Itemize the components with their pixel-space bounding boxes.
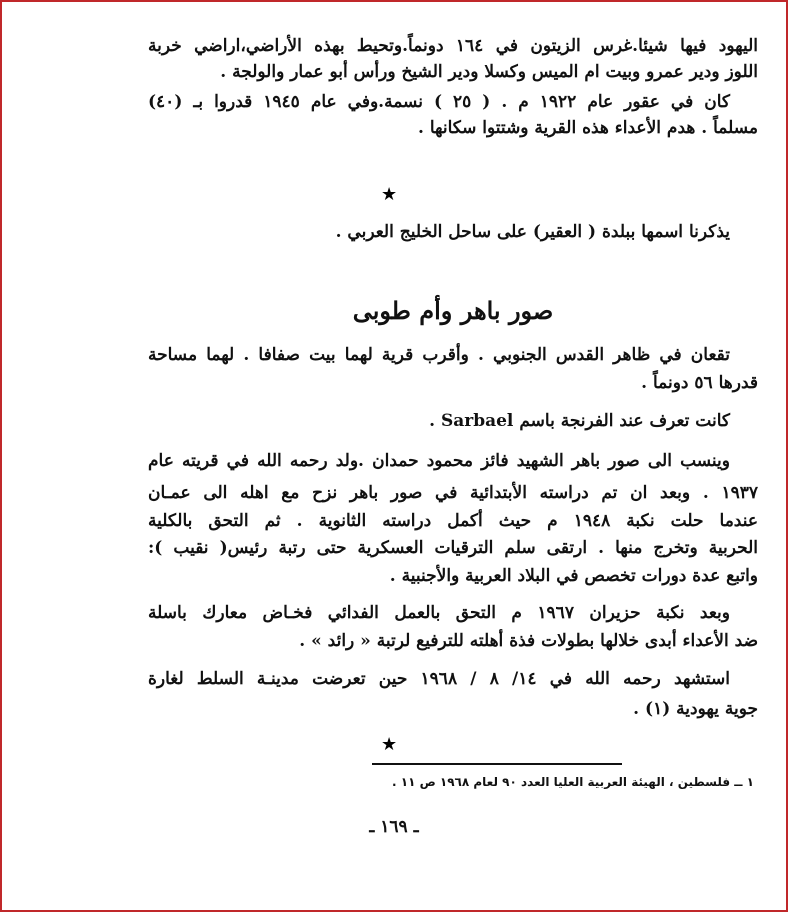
section-heading: صور باهر وأم طوبى [352, 296, 554, 325]
star-separator-icon: ★ [381, 734, 398, 755]
text-line: قدرها ٥٦ دونماً . [641, 373, 758, 393]
text-line: جوية يهودية (١) . [633, 699, 758, 719]
text-line: اليهود فيها شيئا.غرس الزيتون في ١٦٤ دونماً.وتحيط بهذه الأراضي،اراضي خربة [148, 36, 758, 56]
text-line: ضد الأعداء أبدى خلالها بطولات فذة أهلته للترفيع لرتبة « رائد » . [299, 631, 758, 651]
text-line: ١٩٣٧ . وبعد ان تم دراسته الأبتدائية في صور باهر نزح مع اهله الى عمـان [148, 483, 758, 503]
text-line: كان في عقور عام ١٩٢٢ م . ( ٢٥ ) نسمة.وفي عام ١٩٤٥ قدروا بـ (٤٠) [148, 92, 730, 112]
star-separator-icon: ★ [381, 184, 398, 205]
text-line: وينسب الى صور باهر الشهيد فائز محمود حمدان .ولد رحمه الله في قريته عام [148, 451, 730, 471]
text-line: الحربية وتخرج منها . ارتقى سلم الترقيات العسكرية حتى رتبة رئيس( نقيب ): [148, 538, 758, 558]
text-line: تقعان في ظاهر القدس الجنوبي . وأقرب قرية لهما بيت صفافا . لهما مساحة [148, 345, 730, 365]
text-line: كانت تعرف عند الفرنجة باسم Sarbael . [429, 411, 730, 431]
footnote-rule [372, 763, 622, 765]
text-line: واتبع عدة دورات تخصص في البلاد العربية والأجنبية . [389, 566, 758, 586]
text-line: عندما حلت نكبة ١٩٤٨ م حيث أكمل دراسته الثانوية . ثم التحق بالكلية [148, 511, 758, 531]
footnote: ١ ــ فلسطين ، الهيئة العربية العليا العدد ٩٠ لعام ١٩٦٨ ص ١١ . [392, 775, 754, 789]
text-line: اللوز ودير عمرو وبيت ام الميس وكسلا ودير الشيخ ورأس أبو عمار والولجة . [220, 62, 758, 82]
text-line: مسلماً . هدم الأعداء هذه القرية وشتتوا سكانها . [417, 118, 758, 138]
page-number: ـ ١٦٩ ـ [369, 817, 419, 837]
text-line: استشهد رحمه الله في ١٤/ ٨ / ١٩٦٨ حين تعرضت مدينـة السلط لغارة [148, 669, 730, 689]
text-line: وبعد نكبة حزيران ١٩٦٧ م التحق بالعمل الفدائي فخـاض معارك باسلة [148, 603, 730, 623]
note-line: يذكرنا اسمها ببلدة ( العقير) على ساحل الخليج العربي . [335, 222, 730, 242]
